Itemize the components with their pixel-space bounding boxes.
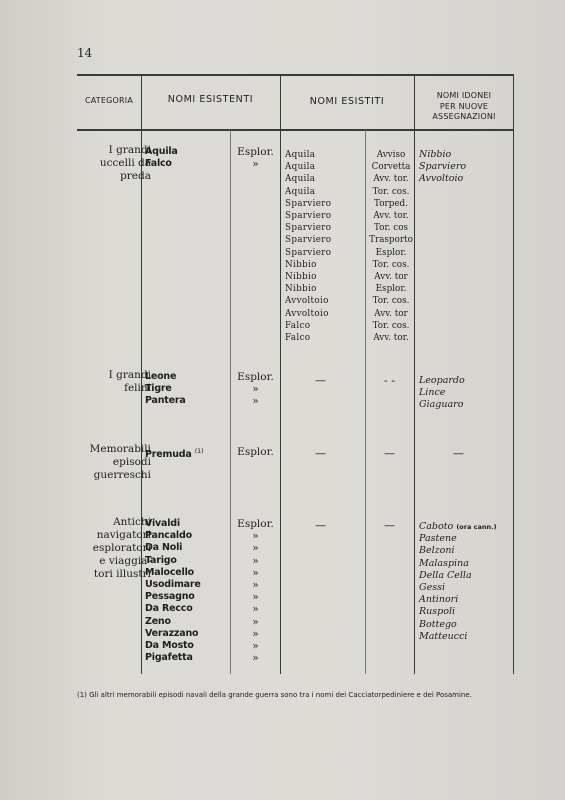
row1-categoria: I grandi uccelli da preda bbox=[99, 144, 151, 182]
footnote: (1) Gli altri memorabili episodi navali della grande guerra sono tra i nomi dei Cacciatorpediniere e dei Posamine. bbox=[77, 691, 472, 699]
caboto-note: (ora cann.) bbox=[456, 523, 497, 531]
col-divider-3 bbox=[280, 74, 281, 674]
row4-tipo-dash: — bbox=[384, 519, 395, 532]
table-top-rule bbox=[77, 74, 514, 76]
header-bottom-rule bbox=[77, 129, 514, 131]
header-nomi-esistenti: NOMI ESISTENTI bbox=[167, 94, 254, 105]
col-divider-6 bbox=[513, 74, 514, 674]
row3-esistiti-dash: — bbox=[315, 447, 326, 460]
row4-esistiti-dash: — bbox=[315, 519, 326, 532]
row1-tipo-esistiti: Avviso Corvetta Avv. tor. Tor. cos. Torped. Avv. tor. Tor. cos Trasporto Esplor. Tor. cos. Avv. tor Esplor. Tor. cos. Avv. tor Tor. cos. Avv. tor. bbox=[369, 150, 413, 344]
row4-tipo-esistenti: Esplor. » » » » » » » » » » » bbox=[237, 518, 274, 665]
row2-categoria: I grandi felini bbox=[108, 369, 151, 394]
row2-nuove-assegnazioni: Leopardo Lince Giaguaro bbox=[419, 375, 465, 411]
row2-esistiti-dash: — bbox=[315, 374, 326, 387]
row1-tipo-esistenti: Esplor. » bbox=[237, 146, 274, 171]
row2-tipo-dash: - - bbox=[384, 374, 395, 387]
row4-categoria: Antichi navigatori esploratori e viaggia- tori illustri bbox=[92, 516, 151, 580]
footnote-ref: (1) bbox=[194, 447, 204, 455]
header-nomi-idonei: NOMI IDONEI PER NUOVE ASSEGNAZIONI bbox=[432, 91, 496, 121]
row3-nuove-dash: — bbox=[453, 447, 464, 460]
row1-nomi-esistiti: Aquila Aquila Aquila Aquila Sparviero Sparviero Sparviero Sparviero Sparviero Nibbio Nibbio Nibbio Avvoltoio Avvoltoio Falco Falco bbox=[285, 150, 332, 344]
row3-tipo-esistenti: Esplor. bbox=[237, 446, 274, 458]
header-nomi-esistiti: NOMI ESISTITI bbox=[309, 96, 385, 107]
row2-tipo-esistenti: Esplor. » » bbox=[237, 371, 274, 408]
row4-nuove-assegnazioni: Caboto (ora cann.) Pastene Belzoni Malaspina Della Cella Gessi Antinori Ruspoli Bottego Matteucci bbox=[419, 521, 497, 642]
row3-tipo-dash: — bbox=[384, 447, 395, 460]
header-categoria: CATEGORIA bbox=[84, 96, 134, 105]
col-divider-2 bbox=[230, 130, 231, 674]
row3-categoria: Memorabili episodi guerreschi bbox=[89, 443, 151, 481]
row3-nomi-esistenti: Premuda $^{(1)}$ bbox=[145, 447, 204, 461]
row2-nomi-esistenti: Leone Tigre Pantera bbox=[145, 371, 186, 407]
row4-nomi-esistenti: Vivaldi Pancaldo Da Noli Tarigo Malocello Usodimare Pessagno Da Recco Zeno Verazzano Da Mosto Pigafetta bbox=[145, 518, 201, 664]
row1-nuove-assegnazioni: Nibbio Sparviero Avvoltoio bbox=[419, 149, 467, 185]
row1-nomi-esistenti: Aquila Falco bbox=[145, 146, 178, 170]
page-number: 14 bbox=[77, 46, 93, 60]
